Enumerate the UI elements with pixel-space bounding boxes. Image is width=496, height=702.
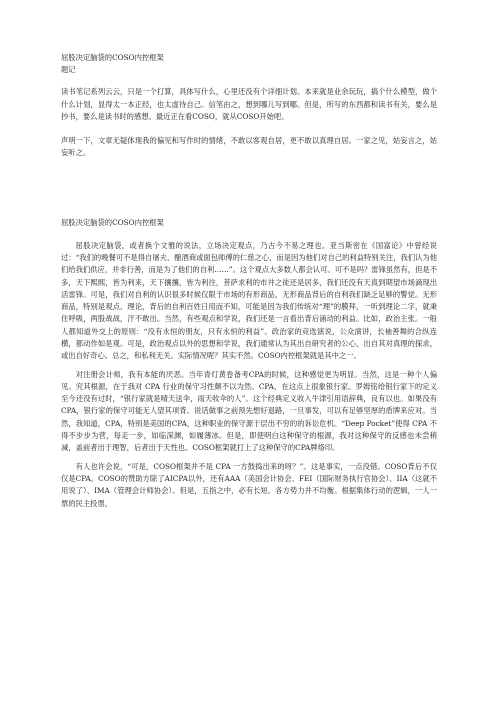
document-page: [61, 52, 437, 510]
article-title: 屈股决定脑袋的COSO内控框架: [61, 218, 164, 228]
doc-title: 屈股决定脑袋的COSO内控框架: [61, 53, 164, 62]
declaration-paragraph: 声明一下，文章无疑体现我的偏见和写作时的情绪，不敢以客观自居，更不敢以真理自居。一家之见，姑妄言之，姑妄听之。: [61, 136, 437, 158]
doc-subtitle: 题记: [61, 65, 76, 75]
article-paragraph: 对注册会计师，我有本能的厌恶。当年青灯黄卷备考CPA的时候，这种感觉更为明显。当然，这是一种个人偏见。究其根源，在于我对 CPA 行业的保守习性颇不以为然。CPA，在这点上很象银行家。罗姆铭给银行家下的定义至今还没有过时，“银行家就是晴天送伞，雨天收伞的人”。这个经典定义收入牛津引用语辞典，良有以也。如果没有CPA，银行家的保守可能无人望其项背。说话做事之前预先想好退路，一旦事发，可以有足够坚厚的盾牌来应对。当然，我知道，CPA，特别是美国的CPA，这种职业的保守源于层出不穷的的诉讼危机。“Deep Pocket”使得 CPA 不得不步步为营，每走一步，如临深渊，如履薄冰。但是，即使明白这种保守的根源，我对这种保守的反感也未尝稍减，盖前者出于理智，后者出于天性也。COSO框架就打上了这种保守的CPA牌烙印。: [61, 369, 437, 453]
article-paragraph: 屈股决定脑袋，或者换个文雅的说法，立场决定观点，乃古今不易之理也。亚当斯密在《国富论》中曾经说过：“我们的晚餐可不是得自屠夫、酿酒商或面包师傅的仁慈之心，而是因为他们对自己的利益特别关注，我们认为他们给我们供应，并非行善，而是为了他们的自利……”。这个观点大多数人都会认可。可不是吗？雷锋虽然有，但是不多，天下熙熙，皆为利来，天下攘攘，皆为利往，菩萨求利的市井之徒还是居多，我们还没有天真到期望市场滴现出活雷锋。可是，我们对自利的认识很多时候仅限于市场的有形商品，无形商品背后的自利我们缺乏足够的警觉。无形商品，特别是观点、理论，背后的自利百姓日用而不知，可能是因为我们传统对“理”的膜拜，一听到理论二字，就秉住呼吸，两股战战，汗不敢出。当然，有些观点和学说，我们还是一言看出背后涌动的利益。比如，政治主张。一般人都知道外交上的原则：“没有永恒的朋友，只有永恒的利益”。政治家的竞选演说，公众演讲，长袖善舞的合纵连横，都动作如是观。可是，政治观点以外的思想和学说，我们通常认为其出自研究者的公心，出自其对真理的探求，或出自好奇心。总之，和私利无关。实际情况呢？其实不然。COSO内控框架就是其中之一。: [61, 240, 437, 361]
intro-paragraph: 读书笔记系列云云，只是一个打算，具体写什么，心里还没有个详细计划。本来就是业余玩玩，搞个什么模型，做个什么计划，显得太一本正经，也太虚待自己。信笔由之，想到哪儿写到哪。但是，所写的东西都和读书有关，要么是抄书，要么是读书时的感想。最近正在看COSO，就从COSO开始吧。: [61, 87, 437, 121]
article-paragraph: 有人也许会说，“可是，COSO框架并不是 CPA 一方鼓捣出来的呀？”。这是事实，一点没错。COSO背后不仅仅是CPA。COSO的赞助方除了AICPA以外，还有AAA（美国会计协会、FEI（国际财务执行官协会）、IIA（这就不用说了）、IMA（管理会计师协会）。但是，五指之中，必有长短。各方势力并不均衡。根据集体行动的逻辑，一人一票的民主投票，: [61, 461, 437, 508]
